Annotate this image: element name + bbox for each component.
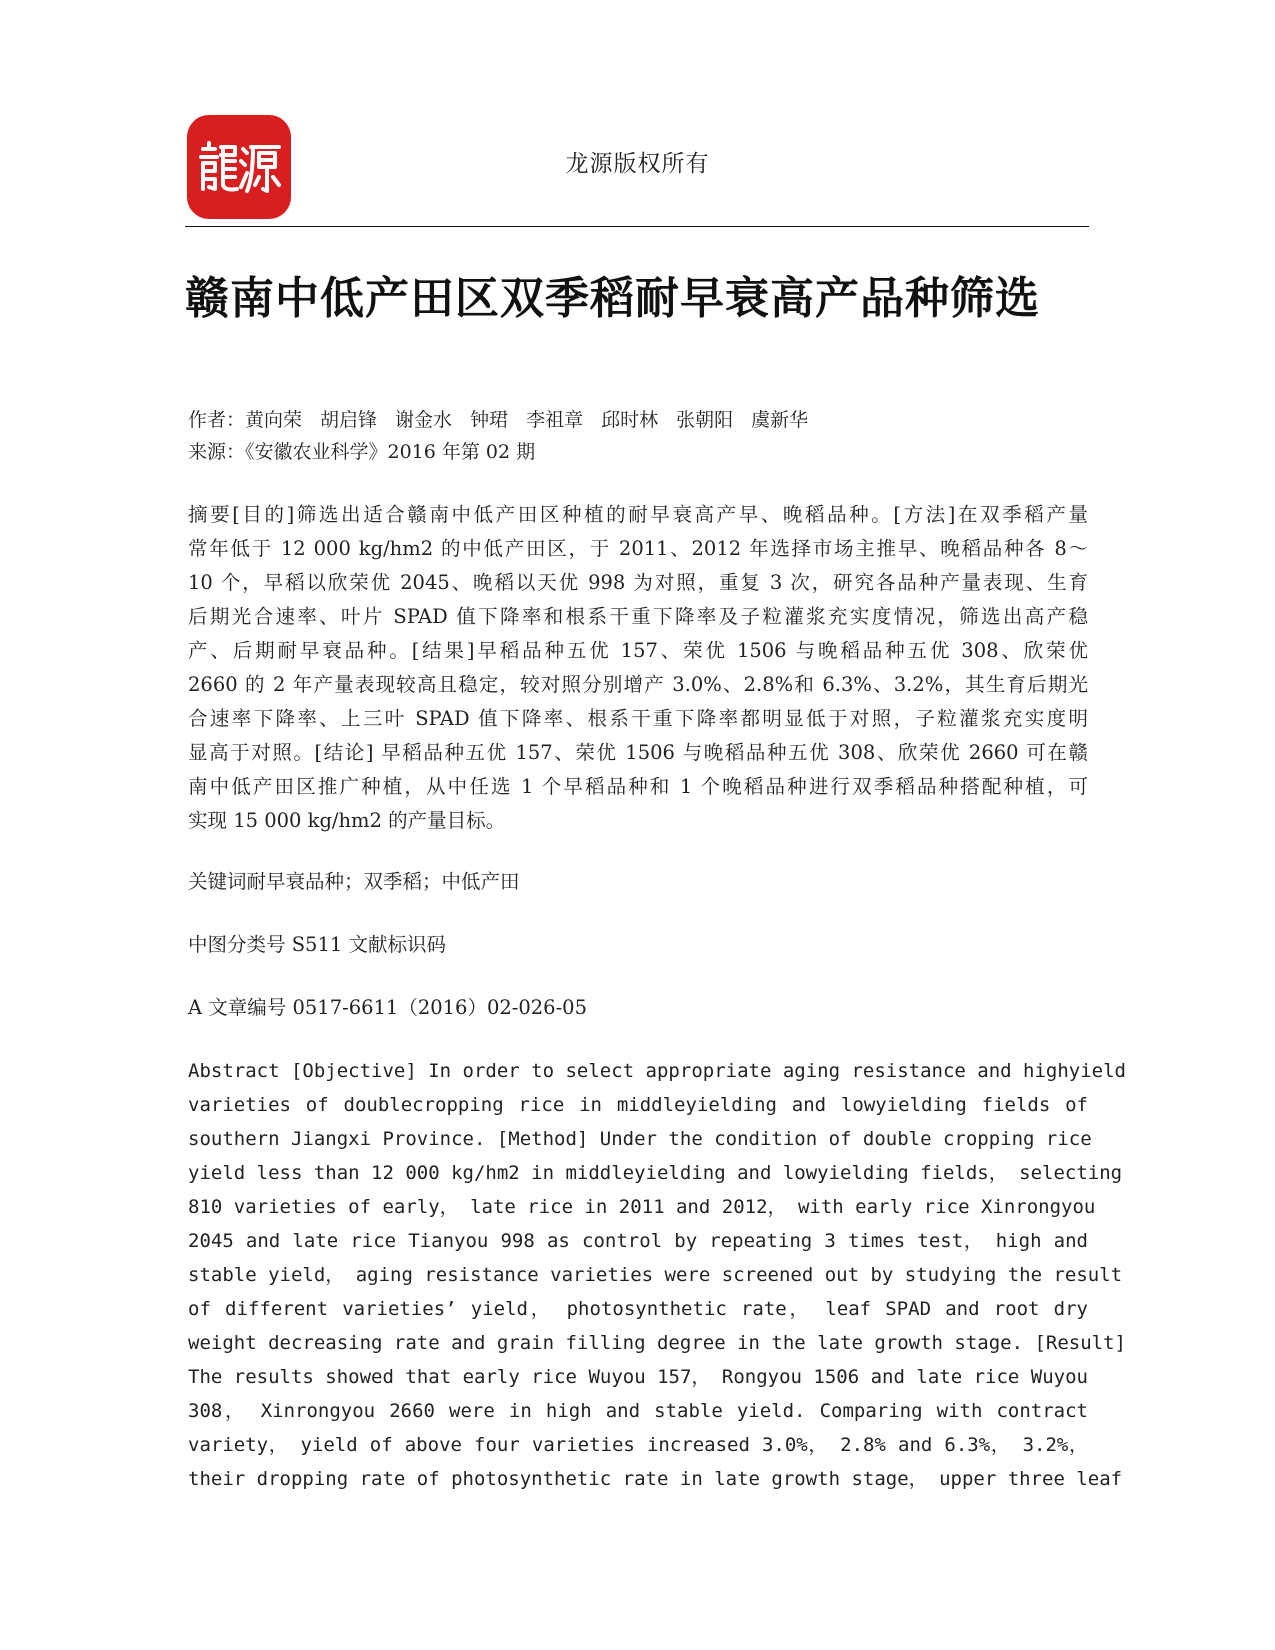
author-name: 黄向荣 — [245, 409, 303, 431]
abstract-en-line: The results showed that early rice Wuyou 157， Rongyou 1506 and late rice Wuyou — [188, 1366, 1088, 1388]
abstract-line: 合速率下降率、上三叶 SPAD 值下降率、根系干重下降率都明显低于对照，子粒灌浆充实度明 — [188, 707, 1088, 730]
author-name: 邱时林 — [601, 409, 659, 431]
abstract-line: 摘要[目的]筛选出适合赣南中低产田区种植的耐早衰高产早、晚稻品种。[方法]在双季稻产量 — [188, 503, 1088, 526]
author-name: 虞新华 — [751, 409, 809, 431]
abstract-en-line: southern Jiangxi Province. [Method] Under the condition of double cropping rice — [188, 1128, 1092, 1150]
author-name: 谢金水 — [395, 409, 453, 431]
abstract-en-line: variety， yield of above four varieties increased 3.0%， 2.8% and 6.3%， 3.2%， — [188, 1434, 1088, 1456]
header-divider — [185, 226, 1089, 227]
authors-line — [188, 405, 826, 432]
abstract-en-line: of different varieties’ yield， photosynthetic rate， leaf SPAD and root dry — [188, 1298, 1088, 1320]
abstract-en-line: 2045 and late rice Tianyou 998 as control by repeating 3 times test， high and — [188, 1230, 1088, 1252]
abstract-en-line: weight decreasing rate and grain filling degree in the late growth stage. [Result] — [188, 1332, 1126, 1354]
abstract-line: 2660 的 2 年产量表现较高且稳定，较对照分别增产 3.0%、2.8%和 6.3%、3.2%，其生育后期光 — [188, 673, 1088, 696]
author-name: 张朝阳 — [676, 409, 734, 431]
abstract-en-line: stable yield， aging resistance varieties were screened out by studying the result — [188, 1264, 1123, 1286]
abstract-en-line: yield less than 12 000 kg/hm2 in middleyielding and lowyielding fields， selecting — [188, 1162, 1123, 1184]
abstract-en-line: varieties of doublecropping rice in middleyielding and lowyielding fields of — [188, 1094, 1088, 1116]
classification-number: 中图分类号 S511 文献标识码 — [188, 933, 446, 956]
abstract-line: 实现 15 000 kg/hm2 的产量目标。 — [188, 809, 506, 832]
abstract-line: 产、后期耐早衰品种。[结果]早稻品种五优 157、荣优 1506 与晚稻品种五优 308、欣荣优 — [188, 639, 1088, 662]
copyright-notice: 龙源版权所有 — [565, 151, 710, 177]
abstract-line: 南中低产田区推广种植，从中任选 1 个早稻品种和 1 个晚稻品种进行双季稻品种搭配种植，可 — [188, 775, 1088, 798]
author-name: 钟珺 — [470, 409, 509, 431]
abstract-en-line: 810 varieties of early， late rice in 2011 and 2012， with early rice Xinrongyou — [188, 1196, 1096, 1218]
abstract-line: 后期光合速率、叶片 SPAD 值下降率和根系干重下降率及子粒灌浆充实度情况，筛选出高产稳 — [188, 605, 1088, 628]
authors-label: 作者： — [188, 409, 246, 431]
article-title: 赣南中低产田区双季稻耐早衰高产品种筛选 — [185, 273, 1040, 324]
abstract-line: 显高于对照。[结论] 早稻品种五优 157、荣优 1506 与晚稻品种五优 308、欣荣优 2660 可在赣 — [188, 741, 1088, 764]
abstract-chinese — [188, 498, 1088, 838]
article-number: A 文章编号 0517-6611（2016）02-026-05 — [188, 996, 587, 1019]
abstract-en-line: 308， Xinrongyou 2660 were in high and stable yield. Comparing with contract — [188, 1400, 1088, 1422]
keywords: 关键词耐早衰品种；双季稻；中低产田 — [188, 870, 520, 893]
author-name: 胡启锋 — [320, 409, 378, 431]
author-name: 李祖章 — [526, 409, 584, 431]
abstract-en-line: their dropping rate of photosynthetic rate in late growth stage， upper three leaf — [188, 1468, 1123, 1490]
abstract-en-line: Abstract [Objective] In order to select appropriate aging resistance and highyield — [188, 1060, 1126, 1082]
source-line: 来源：《安徽农业科学》2016 年第 02 期 — [188, 441, 536, 463]
abstract-line: 常年低于 12 000 kg/hm2 的中低产田区，于 2011、2012 年选择市场主推早、晚稻品种各 8～ — [188, 537, 1088, 560]
abstract-line: 10 个，早稻以欣荣优 2045、晚稻以天优 998 为对照，重复 3 次，研究各品种产量表现、生育 — [188, 571, 1088, 594]
abstract-english — [188, 1054, 1126, 1496]
